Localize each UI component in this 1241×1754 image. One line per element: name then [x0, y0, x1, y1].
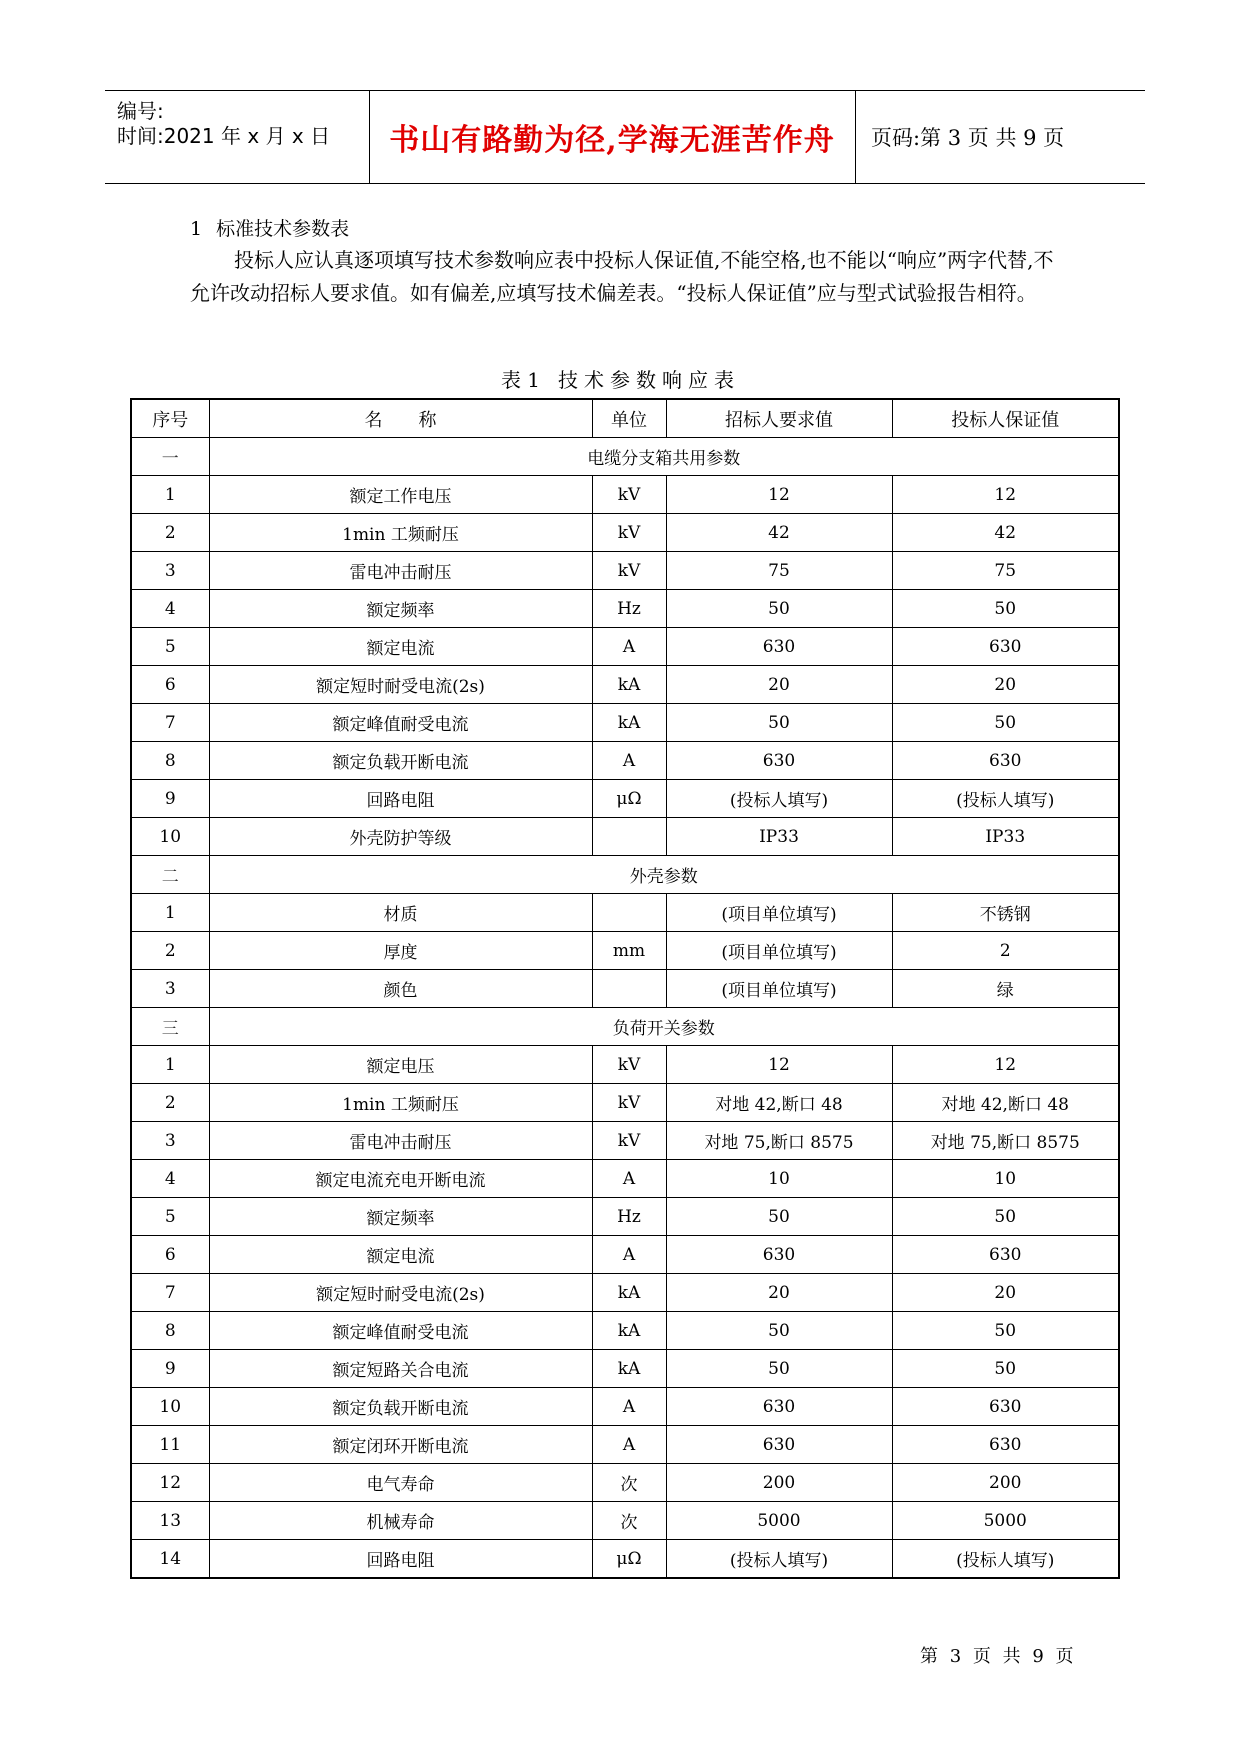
cell-index: 11 — [131, 1426, 209, 1464]
cell-index: 4 — [131, 1160, 209, 1198]
cell-index: 1 — [131, 894, 209, 932]
cell-name: 1min 工频耐压 — [209, 514, 592, 552]
cell-required: (项目单位填写) — [666, 970, 892, 1008]
table-row — [131, 1426, 1119, 1464]
table-row — [131, 514, 1119, 552]
cell-unit: 次 — [592, 1502, 666, 1540]
section-title-cell: 负荷开关参数 — [209, 1008, 1119, 1046]
parameter-table — [130, 398, 1120, 1579]
cell-unit: A — [592, 1160, 666, 1198]
cell-guaranteed: 630 — [892, 1236, 1119, 1274]
table-row — [131, 1198, 1119, 1236]
cell-required: (投标人填写) — [666, 1540, 892, 1579]
table-row — [131, 1084, 1119, 1122]
cell-index: 3 — [131, 1122, 209, 1160]
cell-name: 额定峰值耐受电流 — [209, 704, 592, 742]
cell-required: IP33 — [666, 818, 892, 856]
cell-name: 额定电压 — [209, 1046, 592, 1084]
cell-index: 4 — [131, 590, 209, 628]
section-id: 三 — [131, 1008, 209, 1046]
header-info — [105, 91, 370, 183]
cell-guaranteed: 50 — [892, 1312, 1119, 1350]
cell-required: 10 — [666, 1160, 892, 1198]
cell-unit: μΩ — [592, 1540, 666, 1579]
cell-unit — [592, 970, 666, 1008]
cell-required: 对地 42,断口 48 — [666, 1084, 892, 1122]
header-page-label: 页码:第 3 页 共 9 页 — [871, 126, 1065, 150]
cell-name: 颜色 — [209, 970, 592, 1008]
table-row — [131, 1464, 1119, 1502]
cell-required: 200 — [666, 1464, 892, 1502]
cell-name: 材质 — [209, 894, 592, 932]
cell-index: 13 — [131, 1502, 209, 1540]
cell-guaranteed: 75 — [892, 552, 1119, 590]
cell-unit — [592, 894, 666, 932]
cell-index: 1 — [131, 1046, 209, 1084]
cell-unit: A — [592, 628, 666, 666]
cell-index: 3 — [131, 970, 209, 1008]
cell-unit: mm — [592, 932, 666, 970]
section-title: 标准技术参数表 — [216, 218, 350, 240]
cell-required: (项目单位填写) — [666, 894, 892, 932]
cell-required: 50 — [666, 590, 892, 628]
table-row — [131, 742, 1119, 780]
header-time-label: 时间:2021 年 x 月 x 日 — [117, 124, 331, 148]
cell-guaranteed: 200 — [892, 1464, 1119, 1502]
cell-unit: A — [592, 1236, 666, 1274]
cell-index: 2 — [131, 514, 209, 552]
cell-name: 额定工作电压 — [209, 476, 592, 514]
table-row — [131, 1160, 1119, 1198]
cell-index: 10 — [131, 1388, 209, 1426]
table-row — [131, 970, 1119, 1008]
cell-guaranteed: 12 — [892, 476, 1119, 514]
table-row — [131, 780, 1119, 818]
cell-guaranteed: 42 — [892, 514, 1119, 552]
cell-name: 额定频率 — [209, 590, 592, 628]
cell-unit: Hz — [592, 1198, 666, 1236]
cell-required: 20 — [666, 1274, 892, 1312]
cell-unit: kA — [592, 1312, 666, 1350]
table-row — [131, 1122, 1119, 1160]
cell-guaranteed: 630 — [892, 1426, 1119, 1464]
cell-required: 42 — [666, 514, 892, 552]
table-row — [131, 1350, 1119, 1388]
cell-index: 9 — [131, 780, 209, 818]
cell-name: 机械寿命 — [209, 1502, 592, 1540]
cell-guaranteed: 绿 — [892, 970, 1119, 1008]
cell-required: 630 — [666, 742, 892, 780]
cell-name: 回路电阻 — [209, 1540, 592, 1579]
cell-guaranteed: 20 — [892, 666, 1119, 704]
cell-required: 50 — [666, 704, 892, 742]
cell-name: 厚度 — [209, 932, 592, 970]
table-row — [131, 666, 1119, 704]
cell-guaranteed: 630 — [892, 1388, 1119, 1426]
cell-guaranteed: 2 — [892, 932, 1119, 970]
cell-unit: Hz — [592, 590, 666, 628]
table-row — [131, 1046, 1119, 1084]
cell-guaranteed: 对地 42,断口 48 — [892, 1084, 1119, 1122]
section-id: 一 — [131, 438, 209, 476]
cell-name: 额定短路关合电流 — [209, 1350, 592, 1388]
cell-unit: kA — [592, 666, 666, 704]
table-row — [131, 628, 1119, 666]
cell-index: 2 — [131, 932, 209, 970]
cell-guaranteed: 5000 — [892, 1502, 1119, 1540]
cell-required: 对地 75,断口 8575 — [666, 1122, 892, 1160]
cell-index: 6 — [131, 666, 209, 704]
cell-index: 7 — [131, 1274, 209, 1312]
cell-name: 额定电流充电开断电流 — [209, 1160, 592, 1198]
cell-name: 额定短时耐受电流(2s) — [209, 1274, 592, 1312]
cell-guaranteed: 630 — [892, 628, 1119, 666]
cell-guaranteed: 12 — [892, 1046, 1119, 1084]
section-title-cell: 电缆分支箱共用参数 — [209, 438, 1119, 476]
table-caption — [0, 364, 1241, 393]
cell-unit: kV — [592, 1122, 666, 1160]
cell-guaranteed: 不锈钢 — [892, 894, 1119, 932]
cell-guaranteed: 20 — [892, 1274, 1119, 1312]
instruction-paragraph: 投标人应认真逐项填写技术参数响应表中投标人保证值,不能空格,也不能以“响应”两字代替,不允许改动招标人要求值。如有偏差,应填写技术偏差表。“投标人保证值”应与型式试验报告相符。 — [190, 248, 1054, 305]
table-caption-number: 表 1 — [500, 368, 541, 392]
table-row — [131, 590, 1119, 628]
table-row — [131, 552, 1119, 590]
header-cell-required: 招标人要求值 — [666, 399, 892, 438]
cell-unit: μΩ — [592, 780, 666, 818]
section-number: 1 — [190, 218, 203, 240]
page-footer: 第 3 页 共 9 页 — [920, 1646, 1074, 1667]
table-body — [131, 438, 1119, 1579]
cell-unit: kV — [592, 514, 666, 552]
table-row — [131, 1312, 1119, 1350]
table-row — [131, 932, 1119, 970]
header-cell-guaranteed: 投标人保证值 — [892, 399, 1119, 438]
section-header-row — [131, 1008, 1119, 1046]
cell-name: 额定负载开断电流 — [209, 742, 592, 780]
table-header-row — [131, 399, 1119, 438]
cell-required: 20 — [666, 666, 892, 704]
cell-index: 3 — [131, 552, 209, 590]
section-title-cell: 外壳参数 — [209, 856, 1119, 894]
cell-unit: kV — [592, 1046, 666, 1084]
cell-index: 5 — [131, 1198, 209, 1236]
section-id: 二 — [131, 856, 209, 894]
table-row — [131, 1502, 1119, 1540]
cell-index: 5 — [131, 628, 209, 666]
cell-index: 2 — [131, 1084, 209, 1122]
cell-name: 雷电冲击耐压 — [209, 1122, 592, 1160]
cell-unit: kA — [592, 1274, 666, 1312]
cell-index: 8 — [131, 742, 209, 780]
cell-name: 回路电阻 — [209, 780, 592, 818]
cell-required: 630 — [666, 1236, 892, 1274]
cell-name: 雷电冲击耐压 — [209, 552, 592, 590]
cell-unit: kV — [592, 476, 666, 514]
cell-unit: kA — [592, 704, 666, 742]
cell-required: 630 — [666, 1426, 892, 1464]
cell-required: 50 — [666, 1198, 892, 1236]
cell-unit: A — [592, 1388, 666, 1426]
cell-required: 630 — [666, 1388, 892, 1426]
cell-guaranteed: 50 — [892, 704, 1119, 742]
table-row — [131, 1236, 1119, 1274]
cell-required: 50 — [666, 1350, 892, 1388]
cell-name: 电气寿命 — [209, 1464, 592, 1502]
cell-name: 1min 工频耐压 — [209, 1084, 592, 1122]
cell-required: 50 — [666, 1312, 892, 1350]
header-number-label: 编号: — [117, 99, 164, 123]
header-cell-name: 名 称 — [209, 399, 592, 438]
cell-required: (投标人填写) — [666, 780, 892, 818]
cell-unit — [592, 818, 666, 856]
cell-name: 额定负载开断电流 — [209, 1388, 592, 1426]
cell-index: 10 — [131, 818, 209, 856]
page-header — [105, 90, 1145, 184]
cell-index: 7 — [131, 704, 209, 742]
cell-unit: 次 — [592, 1464, 666, 1502]
cell-name: 额定电流 — [209, 1236, 592, 1274]
header-motto: 书山有路勤为径,学海无涯苦作舟 — [369, 91, 856, 183]
cell-required: 12 — [666, 1046, 892, 1084]
cell-guaranteed: 对地 75,断口 8575 — [892, 1122, 1119, 1160]
section-heading — [190, 214, 349, 241]
table-row — [131, 1540, 1119, 1579]
cell-guaranteed: IP33 — [892, 818, 1119, 856]
table-row — [131, 704, 1119, 742]
cell-index: 9 — [131, 1350, 209, 1388]
cell-required: 75 — [666, 552, 892, 590]
cell-guaranteed: 50 — [892, 1198, 1119, 1236]
cell-unit: A — [592, 1426, 666, 1464]
cell-index: 14 — [131, 1540, 209, 1579]
cell-name: 额定频率 — [209, 1198, 592, 1236]
cell-guaranteed: (投标人填写) — [892, 1540, 1119, 1579]
cell-index: 1 — [131, 476, 209, 514]
cell-guaranteed: (投标人填写) — [892, 780, 1119, 818]
cell-required: 630 — [666, 628, 892, 666]
cell-index: 8 — [131, 1312, 209, 1350]
cell-guaranteed: 630 — [892, 742, 1119, 780]
cell-name: 外壳防护等级 — [209, 818, 592, 856]
section-header-row — [131, 438, 1119, 476]
header-cell-unit: 单位 — [592, 399, 666, 438]
cell-name: 额定峰值耐受电流 — [209, 1312, 592, 1350]
cell-index: 12 — [131, 1464, 209, 1502]
header-cell-index: 序号 — [131, 399, 209, 438]
table-row — [131, 894, 1119, 932]
section-header-row — [131, 856, 1119, 894]
table-row — [131, 1274, 1119, 1312]
table-row — [131, 476, 1119, 514]
cell-guaranteed: 50 — [892, 590, 1119, 628]
table-caption-text: 技术参数响应表 — [558, 368, 741, 392]
cell-name: 额定短时耐受电流(2s) — [209, 666, 592, 704]
cell-unit: kA — [592, 1350, 666, 1388]
cell-unit: kV — [592, 1084, 666, 1122]
cell-required: (项目单位填写) — [666, 932, 892, 970]
cell-required: 12 — [666, 476, 892, 514]
table-row — [131, 1388, 1119, 1426]
cell-required: 5000 — [666, 1502, 892, 1540]
cell-index: 6 — [131, 1236, 209, 1274]
table-row — [131, 818, 1119, 856]
cell-unit: A — [592, 742, 666, 780]
cell-name: 额定电流 — [209, 628, 592, 666]
cell-name: 额定闭环开断电流 — [209, 1426, 592, 1464]
cell-guaranteed: 10 — [892, 1160, 1119, 1198]
cell-unit: kV — [592, 552, 666, 590]
cell-guaranteed: 50 — [892, 1350, 1119, 1388]
